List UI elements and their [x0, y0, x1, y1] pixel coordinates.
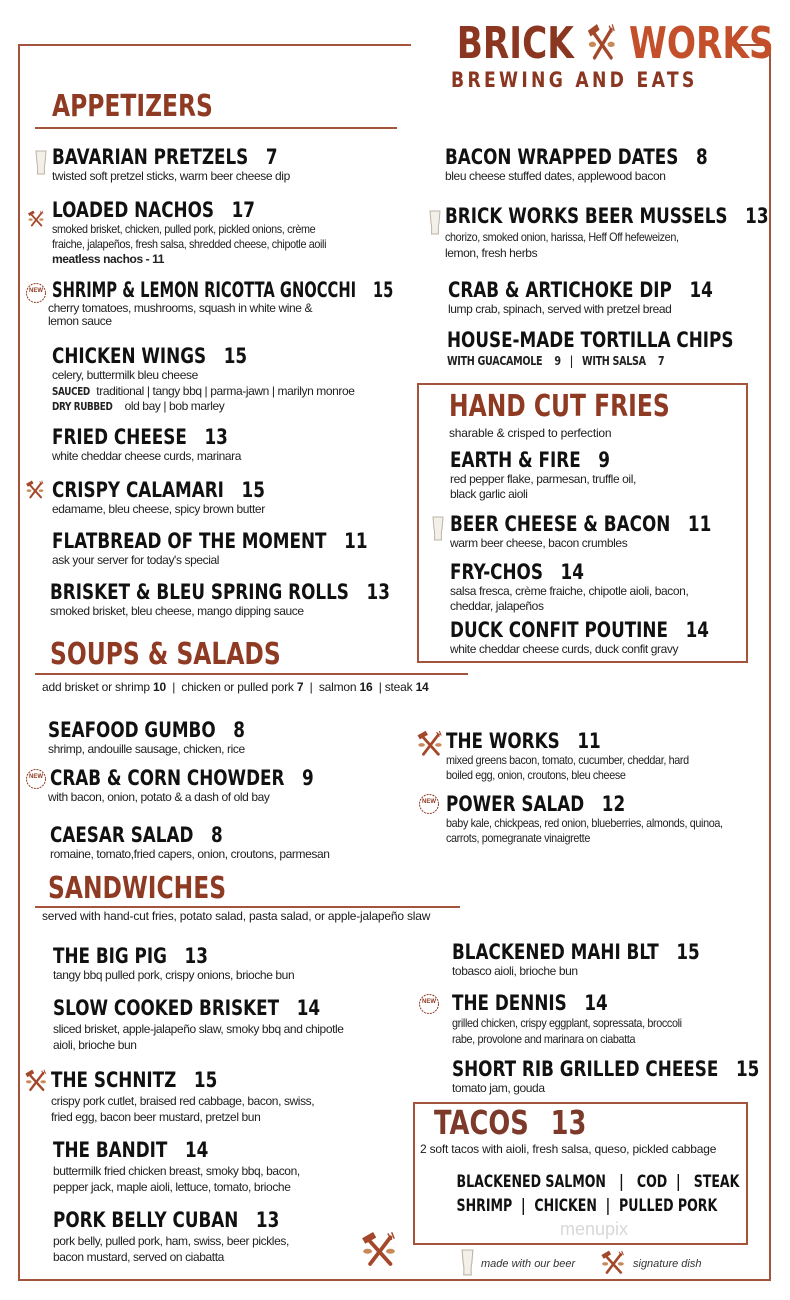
menu-item — [447, 328, 790, 369]
section-heading-appetizers: APPETIZERS — [52, 89, 213, 124]
item-desc: lemon, fresh herbs — [445, 246, 538, 260]
item-price: 15 — [676, 940, 700, 964]
menu-item — [53, 944, 294, 983]
tacos-options-2: SHRIMP | CHICKEN | PULLED PORK — [456, 1196, 718, 1216]
item-name: POWER SALAD — [446, 792, 585, 816]
beer-glass-icon — [432, 516, 444, 542]
menu-item — [50, 766, 380, 805]
item-price: 15 — [372, 278, 394, 302]
item-desc: bacon mustard, served on ciabatta — [53, 1250, 224, 1264]
legend-beer: made with our beer — [481, 1258, 576, 1270]
dry-rubbed-options: old bay | bob marley — [124, 399, 225, 413]
menu-item — [50, 580, 475, 619]
item-name: BLACKENED MAHI BLT — [452, 940, 659, 964]
item-desc: smoked brisket, bleu cheese, mango dipping sauce — [50, 604, 304, 618]
item-desc: crispy pork cutlet, braised red cabbage, bacon, swiss, — [51, 1094, 315, 1108]
item-name: CAESAR SALAD — [50, 823, 194, 847]
menu-item — [446, 792, 753, 846]
item-desc: lump crab, spinach, served with pretzel bread — [448, 302, 672, 316]
item-desc: grilled chicken, crispy eggplant, sopressata, broccoli — [452, 1016, 682, 1030]
item-desc: boiled egg, onion, croutons, bleu cheese — [446, 768, 626, 782]
item-name: BACON WRAPPED DATES — [445, 145, 679, 169]
item-name: SHORT RIB GRILLED CHEESE — [452, 1057, 719, 1081]
item-desc: white cheddar cheese curds, marinara — [52, 449, 242, 463]
menu-item — [445, 145, 773, 184]
item-name: FRIED CHEESE — [52, 425, 187, 449]
menu-item — [53, 996, 387, 1053]
tacos-options-1: BLACKENED SALMON | COD | STEAK — [456, 1172, 740, 1192]
item-name: THE SCHNITZ — [51, 1068, 177, 1092]
item-price: 15 — [241, 478, 265, 502]
menu-item — [448, 278, 779, 317]
item-desc: buttermilk fried chicken breast, smoky bbq, bacon, — [53, 1164, 300, 1178]
beer-glass-icon — [35, 150, 47, 176]
menu-item — [450, 448, 650, 502]
menu-item — [445, 204, 790, 261]
item-desc: fried egg, bacon beer mustard, pretzel bun — [51, 1110, 261, 1124]
item-desc: cheddar, jalapeños — [450, 599, 544, 613]
item-price: 9 — [302, 766, 314, 790]
item-price: 14 — [296, 996, 321, 1020]
item-name: DUCK CONFIT POUTINE — [450, 618, 668, 642]
frame-top-left — [18, 44, 411, 46]
item-desc: bleu cheese stuffed dates, applewood bacon — [445, 169, 666, 183]
item-desc: tomato jam, gouda — [452, 1081, 545, 1095]
menu-item — [452, 991, 707, 1047]
item-name: PORK BELLY CUBAN — [53, 1208, 239, 1232]
item-desc: edamame, bleu cheese, spicy brown butter — [52, 502, 265, 516]
item-variant: meatless nachos - 11 — [52, 252, 165, 266]
item-price: 8 — [211, 823, 223, 847]
item-name: CHICKEN WINGS — [52, 344, 207, 368]
menu-item — [53, 1138, 300, 1195]
item-price: 13 — [255, 1208, 280, 1232]
sandwiches-subtitle: served with hand-cut fries, potato salad, pasta salad, or apple-jalapeño slaw — [42, 909, 431, 923]
item-desc: smoked brisket, chicken, pulled pork, pickled onions, crème — [52, 222, 316, 236]
item-price: 15 — [223, 344, 248, 368]
beer-glass-icon — [429, 210, 441, 236]
item-price: 12 — [601, 792, 626, 816]
menu-item — [48, 718, 294, 757]
menu-item — [450, 512, 777, 551]
divider — [35, 127, 397, 129]
item-price: 15 — [193, 1068, 218, 1092]
item-desc: baby kale, chickpeas, red onion, blueberries, almonds, quinoa, — [446, 816, 723, 830]
item-name: FRY-CHOS — [450, 560, 543, 584]
logo-hammer-fork-icon — [586, 23, 617, 63]
divider — [35, 673, 468, 675]
item-desc: celery, buttermilk bleu cheese — [52, 368, 198, 382]
item-desc: red pepper flake, parmesan, truffle oil, — [450, 472, 636, 486]
item-name: CRISPY CALAMARI — [52, 478, 224, 502]
item-price: 14 — [685, 618, 709, 642]
signature-dish-icon — [27, 210, 45, 228]
item-price: 14 — [560, 560, 584, 584]
signature-dish-icon — [25, 480, 45, 500]
item-desc: romaine, tomato,fried capers, onion, croutons, parmesan — [50, 847, 330, 861]
item-price: 11 — [687, 512, 712, 536]
menu-item — [446, 729, 716, 783]
item-desc: tangy bbq pulled pork, crispy onions, brioche bun — [53, 968, 295, 982]
item-name: EARTH & FIRE — [450, 448, 581, 472]
tacos-heading: TACOS 13 — [434, 1103, 587, 1142]
item-name: BEER CHEESE & BACON — [450, 512, 671, 536]
section-heading-soups: SOUPS & SALADS — [50, 637, 281, 672]
frame-bottom — [18, 1279, 771, 1281]
section-heading-sandwiches: SANDWICHES — [48, 871, 227, 906]
item-name: BAVARIAN PRETZELS — [52, 145, 249, 169]
item-price: 13 — [184, 944, 208, 968]
item-desc: shrimp, andouille sausage, chicken, rice — [48, 742, 245, 756]
item-desc: white cheddar cheese curds, duck confit gravy — [450, 642, 679, 656]
logo-tagline: BREWING AND EATS — [451, 68, 698, 92]
item-price: 8 — [695, 145, 708, 169]
menu-item — [52, 529, 446, 568]
item-name: CRAB & ARTICHOKE DIP — [448, 278, 672, 302]
item-desc: with bacon, onion, potato & a dash of old bay — [48, 790, 270, 804]
item-desc: mixed greens bacon, tomato, cucumber, cheddar, hard — [446, 753, 689, 767]
sauced-options: traditional | tangy bbq | parma-jawn | marilyn monroe — [96, 384, 355, 398]
item-price: 14 — [584, 991, 608, 1015]
item-desc: salsa fresca, crème fraiche, chipotle aioli, bacon, — [450, 584, 689, 598]
item-name: LOADED NACHOS — [52, 198, 214, 222]
item-price: 14 — [184, 1138, 209, 1162]
menu-item — [450, 560, 688, 614]
item-price: 13 — [366, 580, 390, 604]
signature-dish-icon — [416, 730, 444, 758]
menu-item — [51, 1068, 314, 1125]
item-desc: aioli, brioche bun — [53, 1038, 137, 1052]
menu-item — [450, 618, 774, 657]
item-price: 13 — [745, 204, 769, 228]
beer-glass-icon — [461, 1248, 474, 1278]
item-name: HOUSE-MADE TORTILLA CHIPS — [447, 328, 734, 352]
logo — [412, 18, 774, 92]
tacos-price: 13 — [550, 1103, 587, 1142]
tacos-desc: 2 soft tacos with aioli, fresh salsa, queso, pickled cabbage — [420, 1142, 717, 1156]
menu-item — [50, 823, 330, 862]
menu-item — [452, 940, 762, 979]
item-price: 8 — [233, 718, 245, 742]
menu-item — [53, 1208, 336, 1265]
item-desc: pepper jack, maple aioli, lettuce, tomato, brioche — [53, 1180, 291, 1194]
logo-brick: BRICK — [456, 18, 574, 69]
item-desc: warm beer cheese, bacon crumbles — [450, 536, 628, 550]
item-desc: rabe, provolone and marinara on ciabatta — [452, 1032, 636, 1046]
item-price: 13 — [204, 425, 228, 449]
section-heading-fries: HAND CUT FRIES — [449, 389, 670, 424]
sauced-label: SAUCED — [52, 385, 90, 398]
dry-rubbed-label: DRY RUBBED — [52, 400, 113, 413]
menu-item — [52, 478, 318, 517]
fries-subtitle: sharable & crisped to perfection — [449, 426, 612, 440]
frame-left — [18, 44, 20, 1281]
item-name: THE DENNIS — [452, 991, 567, 1015]
menu-item — [52, 344, 355, 414]
signature-dish-icon — [24, 1069, 48, 1093]
tacos-options — [413, 1170, 748, 1218]
item-desc: sliced brisket, apple-jalapeño slaw, smoky bbq and chipotle — [53, 1022, 344, 1036]
item-price: 7 — [265, 145, 278, 169]
item-desc: black garlic aioli — [450, 487, 528, 501]
logo-works: WORKS — [628, 18, 774, 69]
item-desc: tobasco aioli, brioche bun — [452, 964, 578, 978]
item-name: SHRIMP & LEMON RICOTTA GNOCCHI — [52, 278, 357, 302]
item-name: FLATBREAD OF THE MOMENT — [52, 529, 327, 553]
new-badge-icon: NEW — [25, 768, 47, 790]
item-desc: carrots, pomegranate vinaigrette — [446, 831, 590, 845]
item-name: THE WORKS — [446, 729, 560, 753]
soups-addons: add brisket or shrimp 10 | chicken or pulled pork 7 | salmon 16 | steak 14 — [42, 680, 429, 694]
item-name: BRISKET & BLEU SPRING ROLLS — [50, 580, 349, 604]
item-price: 14 — [689, 278, 713, 302]
item-name: THE BANDIT — [53, 1138, 168, 1162]
watermark: menupix — [560, 1219, 629, 1239]
item-options: WITH GUACAMOLE 9 | WITH SALSA 7 — [447, 354, 665, 368]
new-badge-icon: NEW — [418, 793, 440, 815]
item-price: 17 — [231, 198, 255, 222]
item-price: 11 — [577, 729, 601, 753]
legend-signature: signature dish — [633, 1258, 702, 1270]
divider — [35, 906, 460, 908]
item-price: 15 — [735, 1057, 760, 1081]
item-desc: ask your server for today's special — [52, 553, 220, 567]
menu-item — [52, 425, 272, 464]
menu-item — [52, 145, 334, 184]
menu-item — [52, 198, 357, 267]
signature-dish-icon — [600, 1250, 626, 1276]
item-name: SLOW COOKED BRISKET — [53, 996, 280, 1020]
item-desc: fraiche, jalapeños, fresh salsa, shredded cheese, chipotle aoili — [52, 237, 327, 251]
item-name: CRAB & CORN CHOWDER — [50, 766, 285, 790]
item-desc: lemon sauce — [48, 314, 112, 328]
item-desc: pork belly, pulled pork, ham, swiss, beer pickles, — [53, 1234, 289, 1248]
item-desc: twisted soft pretzel sticks, warm beer cheese dip — [52, 169, 290, 183]
item-name: THE BIG PIG — [53, 944, 167, 968]
item-price: 9 — [598, 448, 610, 472]
item-price: 11 — [344, 529, 368, 553]
menu-item — [452, 1057, 790, 1096]
signature-dish-icon — [360, 1228, 398, 1272]
new-badge-icon: NEW — [418, 993, 440, 1015]
item-name: BRICK WORKS BEER MUSSELS — [445, 204, 728, 228]
new-badge-icon: NEW — [25, 282, 47, 304]
item-desc: chorizo, smoked onion, harissa, Heff Off hefeweizen, — [445, 230, 679, 244]
item-desc: cherry tomatoes, mushrooms, squash in white wine & — [48, 301, 313, 315]
item-name: SEAFOOD GUMBO — [48, 718, 216, 742]
